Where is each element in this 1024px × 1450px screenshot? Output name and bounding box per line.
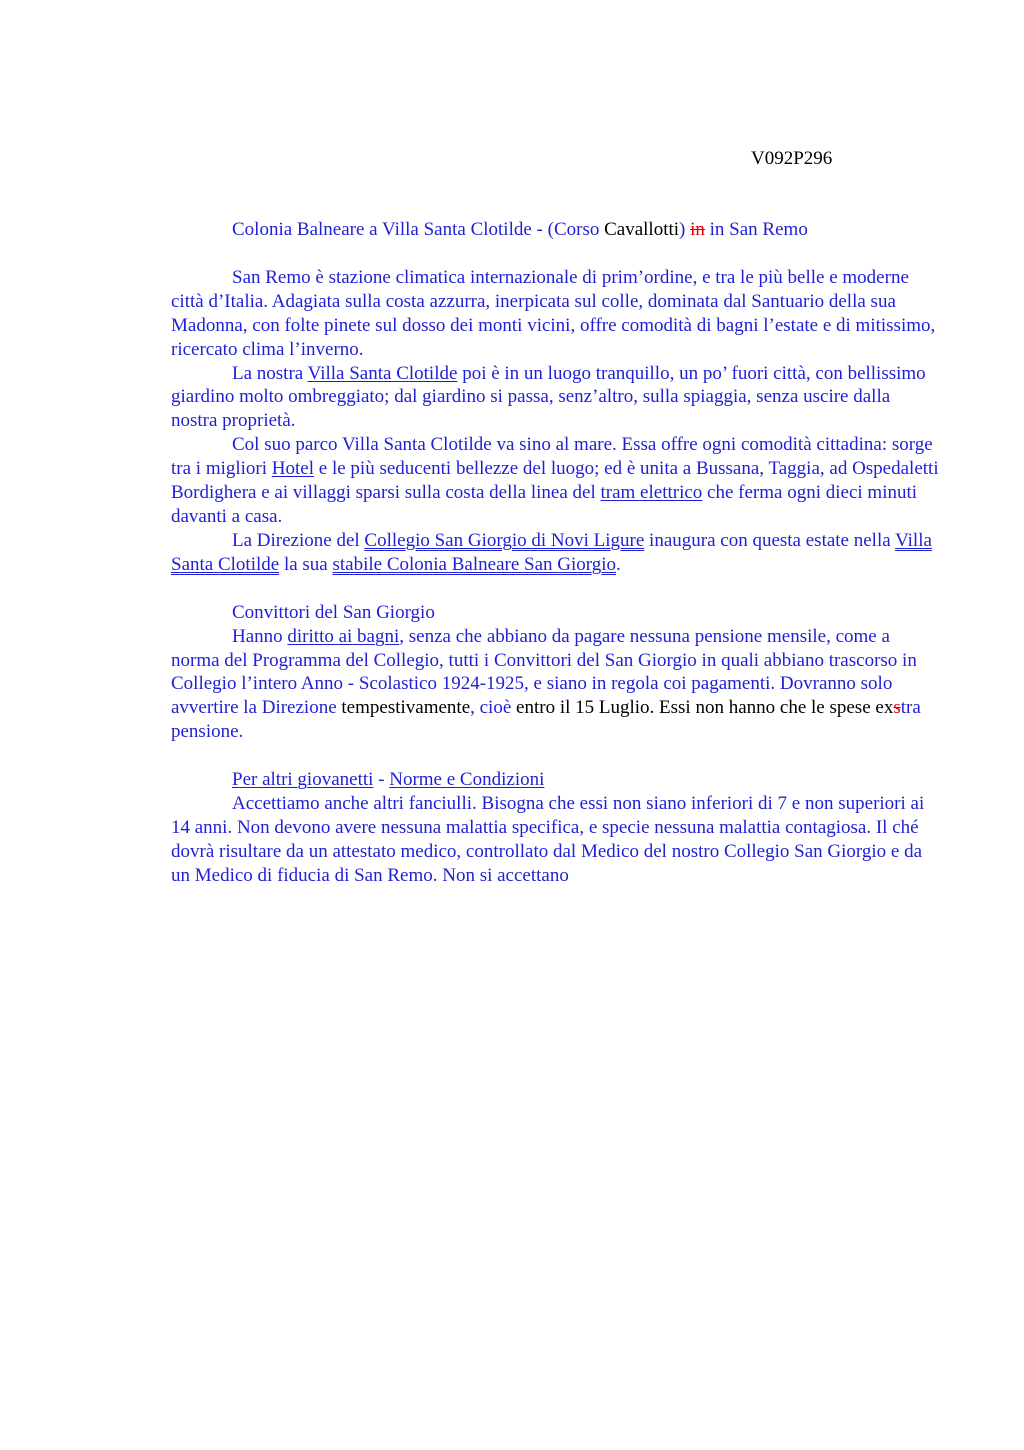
paragraph-convittori	[171, 625, 941, 745]
text-run: La Direzione del	[232, 529, 365, 551]
text-run-black: tempestivamente	[341, 697, 471, 719]
page-id: V092P296	[751, 148, 833, 169]
deleted-text: s	[893, 697, 901, 719]
text-run: inaugura con questa estate nella	[644, 529, 896, 551]
text-run: tra pensione.	[171, 697, 921, 743]
text-run: la sua	[279, 553, 333, 575]
text-run: Col suo parco Villa Santa Clotilde va sino al mare. Essa offre ogni comodità cittadina: sorge tra i migliori	[171, 434, 933, 480]
underlined-text: Norme e Condizioni	[389, 769, 545, 791]
paragraph-2	[171, 362, 941, 434]
title-text: )	[679, 219, 691, 240]
double-underlined-text: stabile Colonia Balneare San Giorgio	[332, 553, 617, 575]
section-heading-giovanetti	[171, 768, 941, 792]
title-text: in San Remo	[704, 219, 808, 240]
document-body	[171, 218, 941, 888]
text-run: poi è in un luogo tranquillo, un po’ fuori città, con bellissimo giardino molto ombreggiato; dal giardino si passa, senz’altro, sulla spiaggia, senza uscire dalla nostra proprietà.	[171, 362, 926, 432]
text-run: , cioè	[470, 697, 517, 719]
underlined-text: diritto ai bagni	[287, 625, 400, 647]
deleted-text: in	[690, 219, 705, 240]
paragraph-giovanetti: Accettiamo anche altri fanciulli. Bisogna che essi non siano inferiori di 7 e non superiori ai 14 anni. Non devono avere nessuna malattia specifica, e specie nessuna malattia contagiosa. Il ché dovrà risultare da un attestato medico, controllato dal Medico del nostro Collegio San Giorgio e da un Medico di fiducia di San Remo. Non si accettano	[171, 793, 925, 886]
section-heading-convittori: Convittori del San Giorgio	[232, 601, 435, 623]
text-run: Hanno	[232, 625, 288, 647]
underlined-text: Hotel	[271, 458, 315, 480]
double-underlined-text: Collegio San Giorgio di Novi Ligure	[364, 529, 645, 551]
text-run: .	[616, 553, 621, 575]
text-run: e le più seducenti bellezze del luogo; ed è unita a Bussana, Taggia, ad Ospedaletti Bordighera e ai villaggi sparsi sulla costa della linea del	[171, 458, 939, 504]
text-run: , senza che abbiano da pagare nessuna pensione mensile, come a norma del Programma del Collegio, tutti i Convittori del San Giorgio in quali abbiano trascorso in Collegio l’intero Anno - Scolastico 1924-1925, e siano in regola coi pagamenti. Dovranno solo avvertire la Direzione	[171, 625, 917, 719]
text-run-black: entro il 15 Luglio. Essi non hanno che le spese ex	[516, 697, 894, 719]
text-run: La nostra	[232, 362, 308, 384]
paragraph-3	[171, 433, 941, 529]
paragraph-1: San Remo è stazione climatica internazionale di prim’ordine, e tra le più belle e moderne città d’Italia. Adagiata sulla costa azzurra, inerpicata sul colle, dominata dal Santuario della sua Madonna, con folte pinete sul dosso dei monti vicini, offre comodità di bagni l’estate e di mitissimo, ricercato clima l’inverno.	[171, 266, 936, 360]
underlined-text: Per altri giovanetti	[232, 769, 374, 791]
underlined-text: Villa Santa Clotilde	[307, 362, 458, 384]
title-text-black: Cavallotti	[604, 219, 680, 240]
text-run: -	[373, 769, 390, 791]
title-text: Colonia Balneare a Villa Santa Clotilde - (Corso	[232, 219, 605, 240]
document-title	[171, 218, 941, 242]
double-underlined-text: Villa Santa Clotilde	[171, 529, 932, 575]
paragraph-4	[171, 529, 941, 577]
text-run: che ferma ogni dieci minuti davanti a casa.	[171, 482, 918, 527]
underlined-text: tram elettrico	[600, 482, 703, 504]
